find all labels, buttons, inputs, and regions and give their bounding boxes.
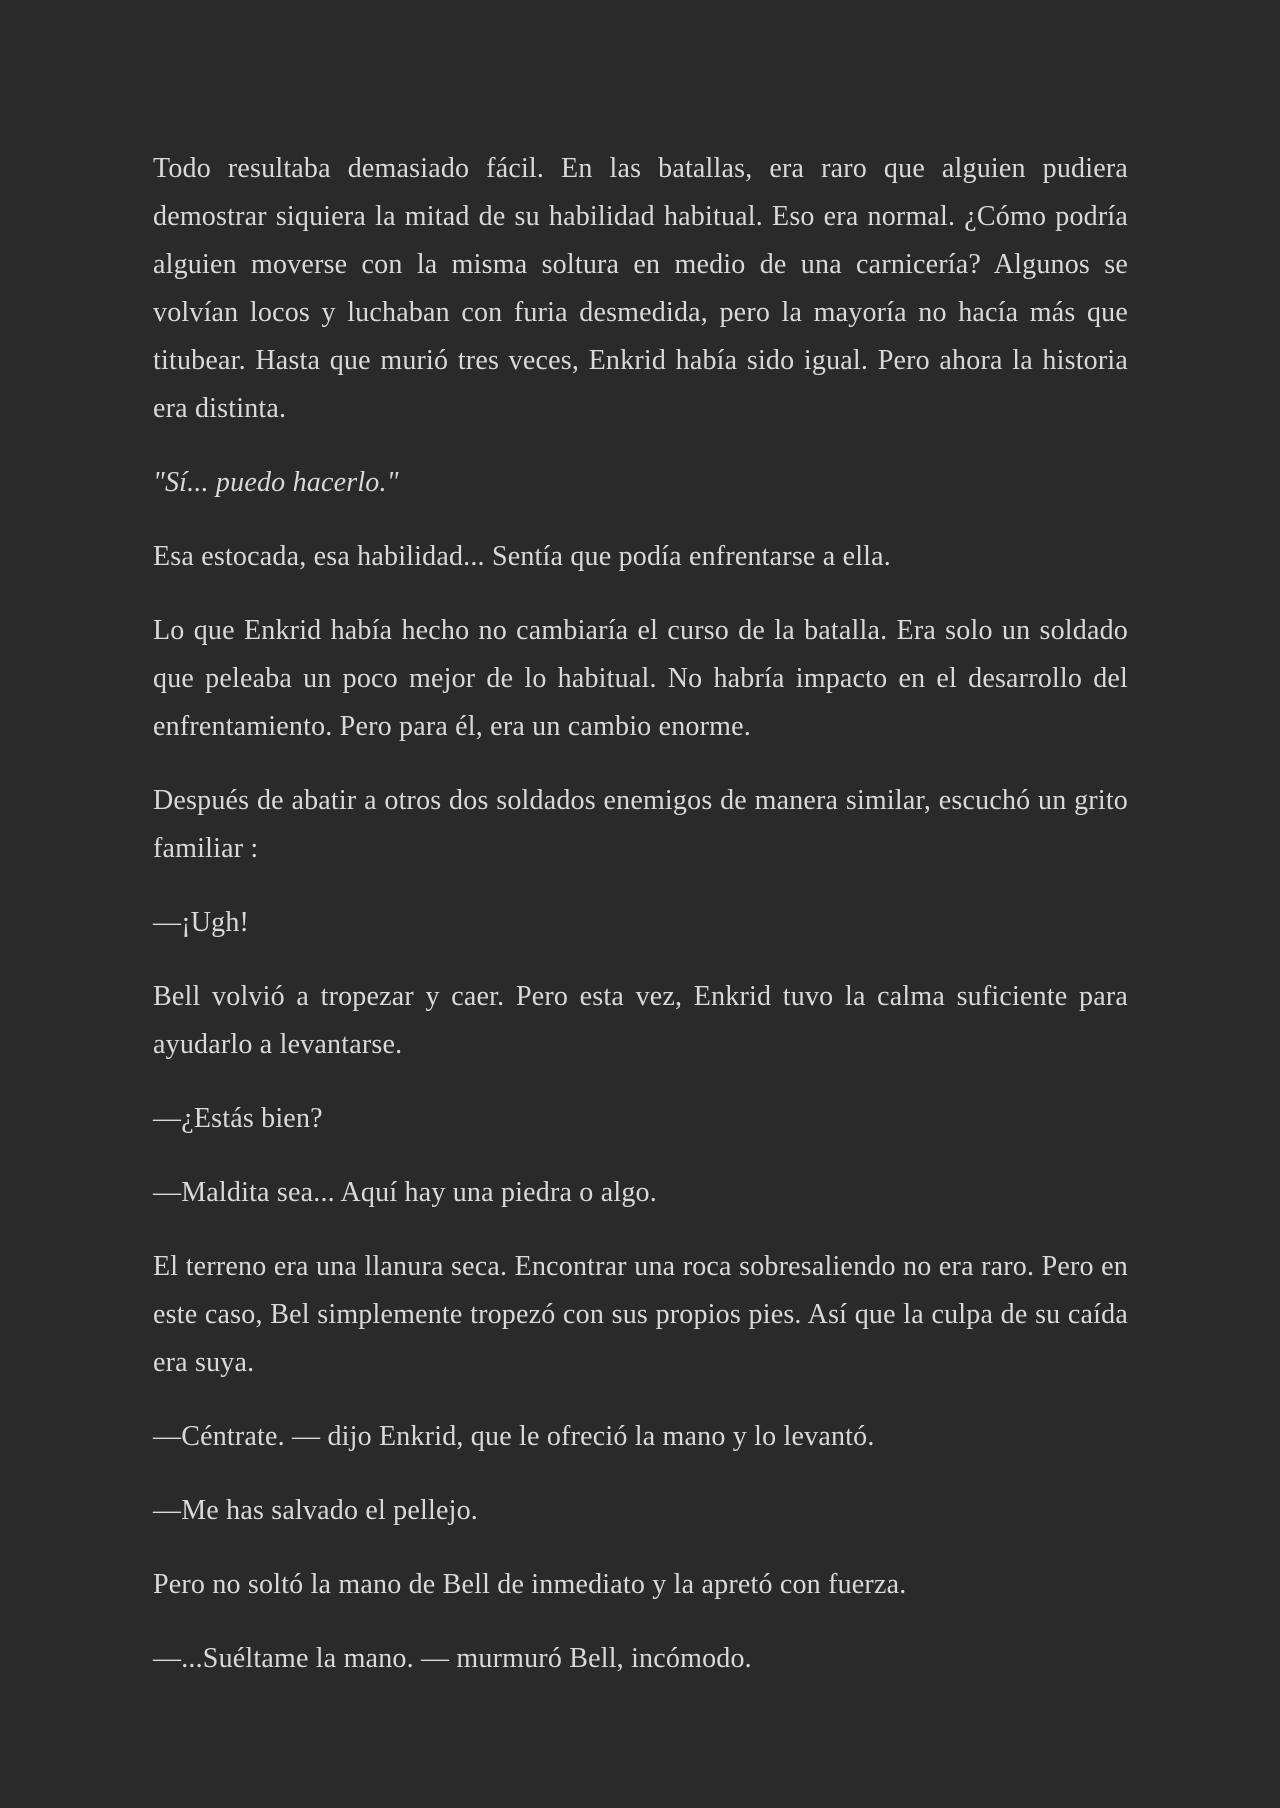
paragraph: Pero no soltó la mano de Bell de inmediato y la apretó con fuerza. [153,1569,907,1600]
paragraph: Después de abatir a otros dos soldados enemigos de manera similar, escuchó un grito familiar : [153,785,1128,864]
paragraph: El terreno era una llanura seca. Encontrar una roca sobresaliendo no era raro. Pero en este caso, Bel simplemente tropezó con sus propios pies. Así que la culpa de su caída era suya. [153,1251,1128,1378]
paragraph: —...Suéltame la mano. — murmuró Bell, incómodo. [153,1643,752,1674]
paragraph: "Sí... puedo hacerlo." [153,467,399,498]
text-column [153,145,1128,1683]
paragraph: —¿Estás bien? [153,1103,323,1134]
paragraph: —Céntrate. — dijo Enkrid, que le ofreció la mano y lo levantó. [153,1421,875,1452]
paragraph: Esa estocada, esa habilidad... Sentía que podía enfrentarse a ella. [153,541,891,572]
paragraph: Bell volvió a tropezar y caer. Pero esta vez, Enkrid tuvo la calma suficiente para ayudarlo a levantarse. [153,981,1128,1060]
paragraph: —Me has salvado el pellejo. [153,1495,478,1526]
paragraph: Lo que Enkrid había hecho no cambiaría el curso de la batalla. Era solo un soldado que peleaba un poco mejor de lo habitual. No habría impacto en el desarrollo del enfrentamiento. Pero para él, era un cambio enorme. [153,615,1128,742]
paragraph: Todo resultaba demasiado fácil. En las batallas, era raro que alguien pudiera demostrar siquiera la mitad de su habilidad habitual. Eso era normal. ¿Cómo podría alguien moverse con la misma soltura en medio de una carnicería? Algunos se volvían locos y luchaban con furia desmedida, pero la mayoría no hacía más que titubear. Hasta que murió tres veces, Enkrid había sido igual. Pero ahora la historia era distinta. [153,153,1128,424]
paragraph: —¡Ugh! [153,907,250,938]
paragraph: —Maldita sea... Aquí hay una piedra o algo. [153,1177,657,1208]
